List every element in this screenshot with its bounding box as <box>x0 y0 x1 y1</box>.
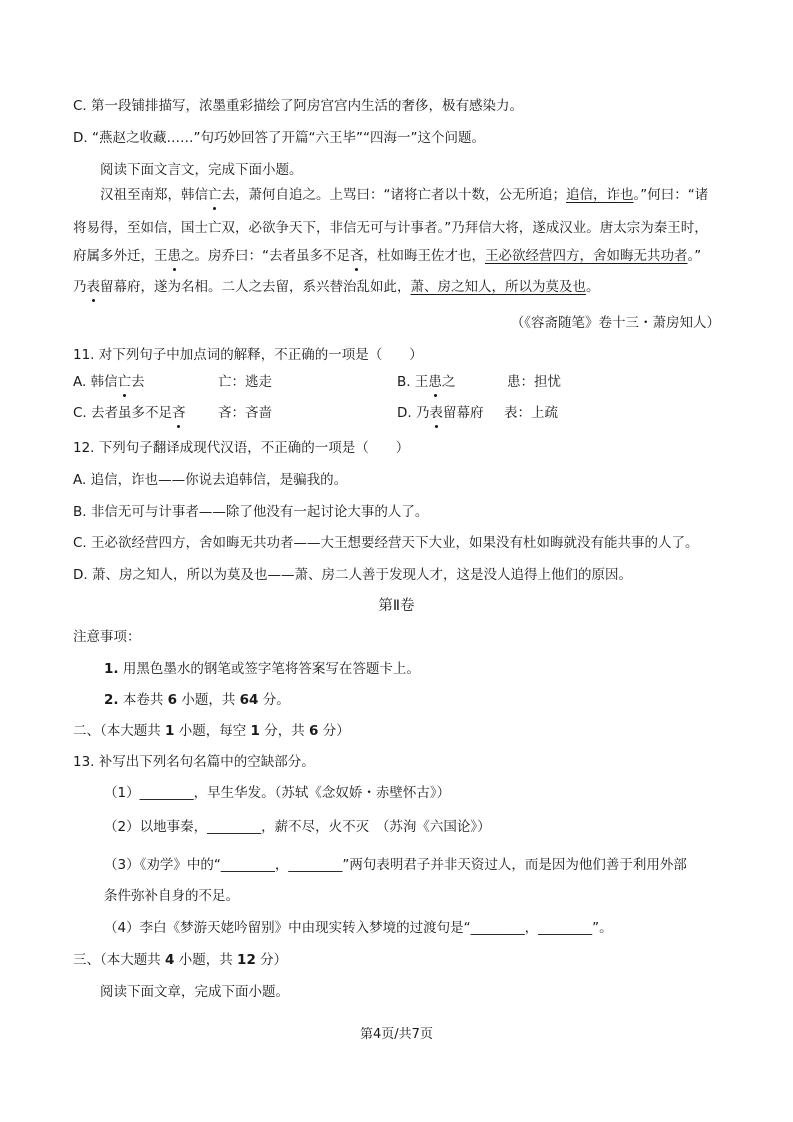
q12-option-b: B. 非信无可与计事者——除了他没有一起讨论大事的人了。 <box>73 504 429 520</box>
dotted-char: 患 <box>428 374 442 390</box>
q11-option-c: C. 去者虽多不足吝 <box>73 405 186 421</box>
q12-stem: 12. 下列句子翻译成现代汉语，不正确的一项是（ ） <box>73 440 410 456</box>
section-2-heading: 二、（本大题共 1 小题，每空 1 分，共 6 分） <box>73 723 350 739</box>
option-c-prev: C. 第一段铺排描写，浓墨重彩描绘了阿房宫宫内生活的奢侈，极有感染力。 <box>73 98 524 114</box>
underlined-phrase: 王必欲经营四方，舍如晦无共功者 <box>485 248 688 264</box>
passage-line-1: 汉祖至南郑，韩信亡去，萧何自追之。上骂曰：“诸将亡者以十数，公无所追；追信，诈也。”何曰：“诸 <box>100 187 709 203</box>
q13-item-3-cont: 条件弥补自身的不足。 <box>104 888 239 904</box>
q12-option-a: A. 追信，诈也——你说去追韩信，是骗我的。 <box>73 472 348 488</box>
q11-gloss-a: 亡：逃走 <box>218 374 272 390</box>
q11-stem: 11. 对下列句子中加点词的解释，不正确的一项是（ ） <box>73 347 423 363</box>
q11-option-b: B. 王患之 <box>397 374 456 390</box>
q11-gloss-d: 表：上疏 <box>504 405 558 421</box>
passage-intro: 阅读下面文言文，完成下面小题。 <box>100 162 303 178</box>
dotted-char: 吝 <box>172 405 186 421</box>
passage-line-2: 将易得，至如信，国士亡双，必欲争天下，非信无可与计事者。”乃拜信大将，遂成汉业。唐太宗为秦王时， <box>73 220 708 236</box>
passage-line-4: 乃表留幕府，遂为名相。二人之去留，系兴替治乱如此，萧、房之知人，所以为莫及也。 <box>73 279 600 295</box>
note-1: 1. 用黑色墨水的钢笔或签字笔将答案写在答题卡上。 <box>104 661 420 677</box>
passage-source: （《容斋随笔》卷十三・萧房知人） <box>510 315 720 331</box>
dotted-char: 亡 <box>117 374 132 390</box>
q13-item-2: （2）以地事秦，________，薪不尽，火不灭 （苏洵《六国论》） <box>104 819 491 835</box>
q11-gloss-c: 吝：吝啬 <box>218 405 272 421</box>
q13-stem: 13. 补写出下列名句名篇中的空缺部分。 <box>73 754 315 770</box>
dotted-char: 吝 <box>350 248 364 264</box>
q11-gloss-b: 患：担忧 <box>507 374 561 390</box>
dotted-char: 表 <box>429 405 443 421</box>
dotted-char: 表 <box>86 279 100 295</box>
q13-item-4: （4）李白《梦游天姥吟留别》中由现实转入梦境的过渡句是“________，________”。 <box>104 920 613 936</box>
passage-line-3: 府属多外迁，王患之。房乔曰：“去者虽多不足吝，杜如晦王佐才也，王必欲经营四方，舍如晦无共功者。” <box>73 248 702 264</box>
volume-title: 第Ⅱ卷 <box>378 598 415 614</box>
underlined-phrase: 追信，诈也 <box>566 187 634 203</box>
q13-item-3: （3）《劝学》中的“________，________”两句表明君子并非天资过人，而是因为他们善于利用外部 <box>104 857 687 873</box>
section-3-intro: 阅读下面文章，完成下面小题。 <box>100 984 289 1000</box>
underlined-phrase: 萧、房之知人，所以为莫及也 <box>410 279 586 295</box>
q12-option-c: C. 王必欲经营四方，舍如晦无共功者——大王想要经营天下大业，如果没有杜如晦就没有能共事的人了。 <box>73 535 699 551</box>
option-d-prev: D. “燕赵之收藏……”句巧妙回答了开篇“六王毕”“四海一”这个问题。 <box>73 130 485 146</box>
q13-item-1: （1）________，早生华发。（苏轼《念奴娇・赤壁怀古》） <box>104 785 451 801</box>
section-3-heading: 三、（本大题共 4 小题，共 12 分） <box>73 952 288 968</box>
dotted-char: 患 <box>167 248 181 264</box>
page-footer: 第4页/共7页 <box>360 1027 433 1042</box>
q11-option-a: A. 韩信亡去 <box>73 374 145 390</box>
note-2: 2. 本卷共 6 小题，共 64 分。 <box>104 692 290 708</box>
q11-option-d: D. 乃表留幕府 <box>397 405 484 421</box>
q12-option-d: D. 萧、房之知人，所以为莫及也——萧、房二人善于发现人才，这是没人追得上他们的原因。 <box>73 567 632 583</box>
dotted-char: 亡 <box>208 187 222 203</box>
notes-heading: 注意事项： <box>73 629 141 645</box>
